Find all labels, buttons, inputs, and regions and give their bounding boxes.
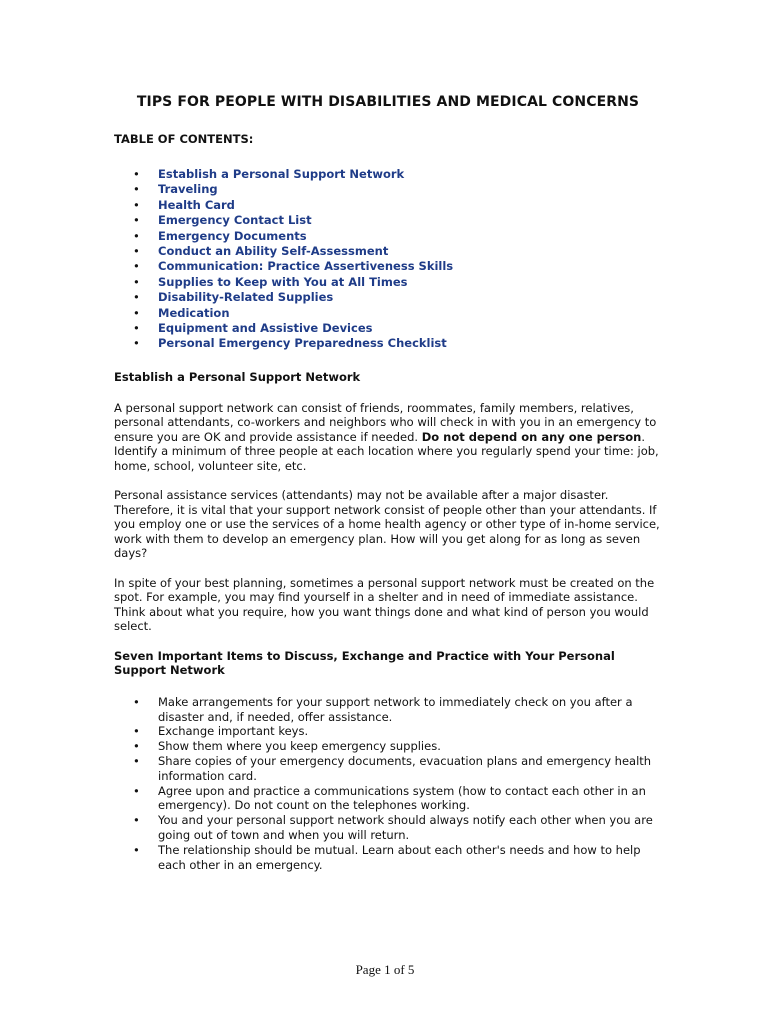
list-item: • Share copies of your emergency documents, evacuation plans and emergency health information card.: [114, 754, 662, 784]
list-item: • You and your personal support network should always notify each other when you are going out of town and when you will return.: [114, 813, 662, 843]
seven-items-list: [114, 695, 662, 873]
toc-item-emergency-contact-list[interactable]: • Emergency Contact List: [114, 213, 662, 228]
list-item: • Agree upon and practice a communications system (how to contact each other in an emergency). Do not count on the telephones working.: [114, 784, 662, 814]
toc-item-communication[interactable]: • Communication: Practice Assertiveness Skills: [114, 259, 662, 274]
toc-item-disability-related-supplies[interactable]: • Disability-Related Supplies: [114, 290, 662, 305]
toc-item-medication[interactable]: • Medication: [114, 306, 662, 321]
list-item: • The relationship should be mutual. Learn about each other's needs and how to help each other in an emergency.: [114, 843, 662, 873]
list-item: • Make arrangements for your support network to immediately check on you after a disaster and, if needed, offer assistance.: [114, 695, 662, 725]
paragraph-best-planning: In spite of your best planning, sometimes a personal support network must be created on the spot. For example, you may find yourself in a shelter and in need of immediate assistance. Think about what you require, how you want things done and what kind of person you would select.: [114, 575, 655, 634]
paragraph-attendants: Personal assistance services (attendants) may not be available after a major disaster. Therefore, it is vital that your support network consist of people other than your attendants. If you employ one or use the services of a home health agency or other type of in-home service, work with them to develop an emergency plan. How will you get along for as long as seven days?: [114, 488, 660, 561]
emphasis-text: Do not depend on any one person: [421, 429, 642, 444]
toc-item-health-card[interactable]: • Health Card: [114, 198, 662, 213]
list-item: • Exchange important keys.: [114, 724, 662, 739]
page-number: Page 1 of 5: [355, 962, 415, 977]
toc-item-ability-self-assessment[interactable]: • Conduct an Ability Self-Assessment: [114, 244, 662, 259]
toc-item-supplies-at-all-times[interactable]: • Supplies to Keep with You at All Times: [114, 275, 662, 290]
toc-item-emergency-documents[interactable]: • Emergency Documents: [114, 229, 662, 244]
table-of-contents: [114, 167, 662, 352]
list-item: • Show them where you keep emergency supplies.: [114, 739, 662, 754]
document-title: TIPS FOR PEOPLE WITH DISABILITIES AND MEDICAL CONCERNS: [136, 94, 640, 110]
toc-item-equipment-assistive-devices[interactable]: • Equipment and Assistive Devices: [114, 321, 662, 336]
section-heading: Establish a Personal Support Network: [114, 369, 361, 384]
toc-item-traveling[interactable]: • Traveling: [114, 182, 662, 197]
toc-heading: TABLE OF CONTENTS:: [114, 132, 254, 146]
paragraph-support-network: A personal support network can consist of friends, roommates, family members, relatives, personal attendants, co-workers and neighbors who will check in with you in an emergency to ensure you are OK and provide assistance if needed. Do not depend on any one person. Identify a minimum of three people at each location where you regularly spend your time: job, home, school, volunteer site, etc.: [114, 400, 659, 473]
toc-item-personal-support-network[interactable]: • Establish a Personal Support Network: [114, 167, 662, 182]
subheading-seven-items: Seven Important Items to Discuss, Exchange and Practice with Your Personal Support Network: [114, 648, 615, 678]
document-page: [114, 94, 662, 872]
toc-item-preparedness-checklist[interactable]: • Personal Emergency Preparedness Checklist: [114, 336, 662, 351]
